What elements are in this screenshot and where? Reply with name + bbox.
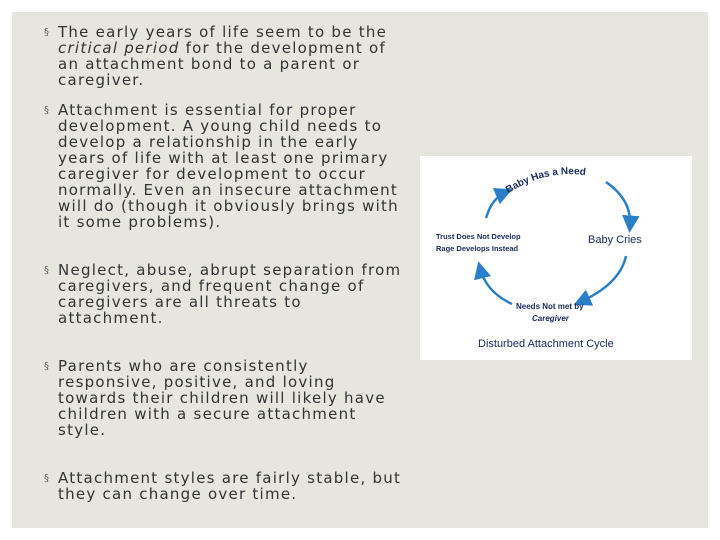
- arrow-to-trust: [480, 268, 512, 304]
- attachment-cycle-diagram: [420, 156, 692, 360]
- cycle-arrows: [420, 156, 692, 360]
- arrow-to-need: [486, 192, 506, 218]
- top-label: Baby Has a Need: [504, 166, 587, 196]
- bullet-threats: [44, 262, 404, 326]
- bullet-text: Attachment is essential for proper development. A young child needs to develop a relationship in the early years of life with at least one primary caregiver for development to occur normally. Even an insecure attachment will do (though it obviously brings with it some problems).: [58, 101, 399, 231]
- arrow-to-needs-not-met: [580, 256, 626, 302]
- left-label-line1: Trust Does Not Develop: [436, 232, 521, 241]
- bullet-text: Attachment styles are fairly stable, but they can change over time.: [58, 469, 402, 503]
- bullet-text: The early years of life seem to be the: [58, 23, 388, 41]
- bullet-marker-icon: §: [44, 105, 49, 116]
- bullet-attachment-essential: [44, 102, 404, 230]
- arrow-to-baby-cries: [606, 182, 630, 226]
- bullet-marker-icon: §: [44, 473, 49, 484]
- bullet-text: for the development of an attachment bond to a parent or caregiver.: [58, 39, 387, 89]
- left-label-line2: Rage Develops Instead: [436, 244, 519, 253]
- bullet-emphasis: critical period: [58, 39, 180, 57]
- bullet-marker-icon: §: [44, 27, 49, 38]
- bullet-marker-icon: §: [44, 265, 49, 276]
- bullet-marker-icon: §: [44, 361, 49, 372]
- bottom-label-line2: Caregiver: [532, 314, 569, 323]
- bullet-list: [44, 24, 404, 502]
- bullet-parents: [44, 358, 404, 438]
- bullet-text: Parents who are consistently responsive, positive, and loving towards their children will likely have children with a secure attachment style.: [58, 357, 386, 439]
- bullet-text: Neglect, abuse, abrupt separation from caregivers, and frequent change of caregivers are all threats to attachment.: [58, 261, 402, 327]
- diagram-caption: Disturbed Attachment Cycle: [478, 338, 614, 350]
- bullet-stability: [44, 470, 404, 502]
- right-label: Baby Cries: [588, 234, 642, 246]
- bottom-label-line1: Needs Not met by: [516, 302, 584, 311]
- bullet-critical-period: [44, 24, 404, 88]
